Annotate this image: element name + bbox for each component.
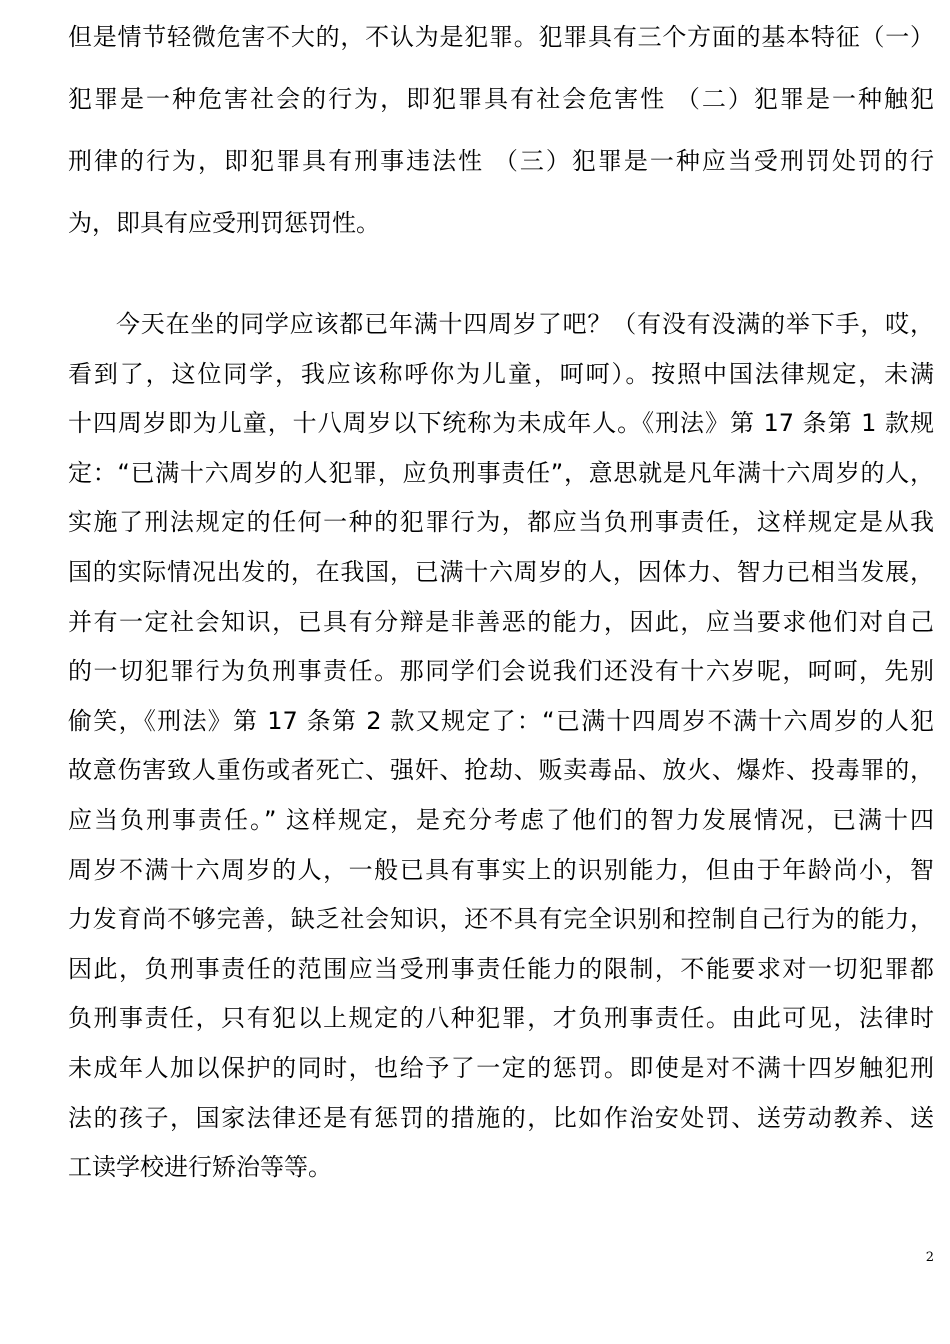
paragraph-criminal-age <box>68 300 934 1193</box>
text-line: 法的孩子，国家法律还是有惩罚的措施的，比如作治安处罚、送劳动教养、送 <box>68 1103 934 1132</box>
text-line: 周岁不满十六周岁的人，一般已具有事实上的识别能力，但由于年龄尚小，智 <box>68 855 934 884</box>
text-line: 偷笑，《刑法》第 17 条第 2 款又规定了：“已满十四周岁不满十六周岁的人犯 <box>68 706 934 735</box>
text-line: 今天在坐的同学应该都已年满十四周岁了吧？（有没有没满的举下手，哎， <box>116 310 934 338</box>
text-line: 负刑事责任，只有犯以上规定的八种犯罪，才负刑事责任。由此可见，法律时 <box>68 1004 934 1033</box>
text-line: 未成年人加以保护的同时，也给予了一定的惩罚。即使是对不满十四岁触犯刑 <box>68 1053 934 1082</box>
text-line: 并有一定社会知识，已具有分辩是非善恶的能力，因此，应当要求他们对自己 <box>68 607 934 636</box>
text-line: 故意伤害致人重伤或者死亡、强奸、抢劫、贩卖毒品、放火、爆炸、投毒罪的， <box>68 756 934 785</box>
text-line: 为，即具有应受刑罚惩罚性。 <box>68 209 380 237</box>
text-line: 因此，负刑事责任的范围应当受刑事责任能力的限制，不能要求对一切犯罪都 <box>68 954 934 983</box>
text-line: 国的实际情况出发的，在我国，已满十六周岁的人，因体力、智力已相当发展， <box>68 557 934 586</box>
text-line: 工读学校进行矫治等等。 <box>68 1153 332 1182</box>
text-line: 看到了，这位同学，我应该称呼你为儿童，呵呵）。按照中国法律规定，未满 <box>68 359 934 388</box>
text-line: 定：“已满十六周岁的人犯罪，应负刑事责任”，意思就是凡年满十六周岁的人， <box>68 458 934 487</box>
text-line: 十四周岁即为儿童，十八周岁以下统称为未成年人。《刑法》第 17 条第 1 款规 <box>68 409 934 438</box>
text-line: 刑律的行为，即犯罪具有刑事违法性 （三）犯罪是一种应当受刑罚处罚的行 <box>68 147 934 175</box>
text-line: 犯罪是一种危害社会的行为，即犯罪具有社会危害性 （二）犯罪是一种触犯 <box>68 85 934 113</box>
text-line: 应当负刑事责任。” 这样规定，是充分考虑了他们的智力发展情况，已满十四 <box>68 805 934 834</box>
text-line: 但是情节轻微危害不大的，不认为是犯罪。犯罪具有三个方面的基本特征（一） <box>68 23 934 51</box>
text-line: 实施了刑法规定的任何一种的犯罪行为，都应当负刑事责任，这样规定是从我 <box>68 508 934 537</box>
page-number: 2 <box>925 1250 934 1265</box>
paragraph-crime-features <box>68 12 934 260</box>
text-line: 的一切犯罪行为负刑事责任。那同学们会说我们还没有十六岁呢，呵呵，先别 <box>68 657 934 686</box>
text-line: 力发育尚不够完善，缺乏社会知识，还不具有完全识别和控制自己行为的能力， <box>68 905 934 934</box>
